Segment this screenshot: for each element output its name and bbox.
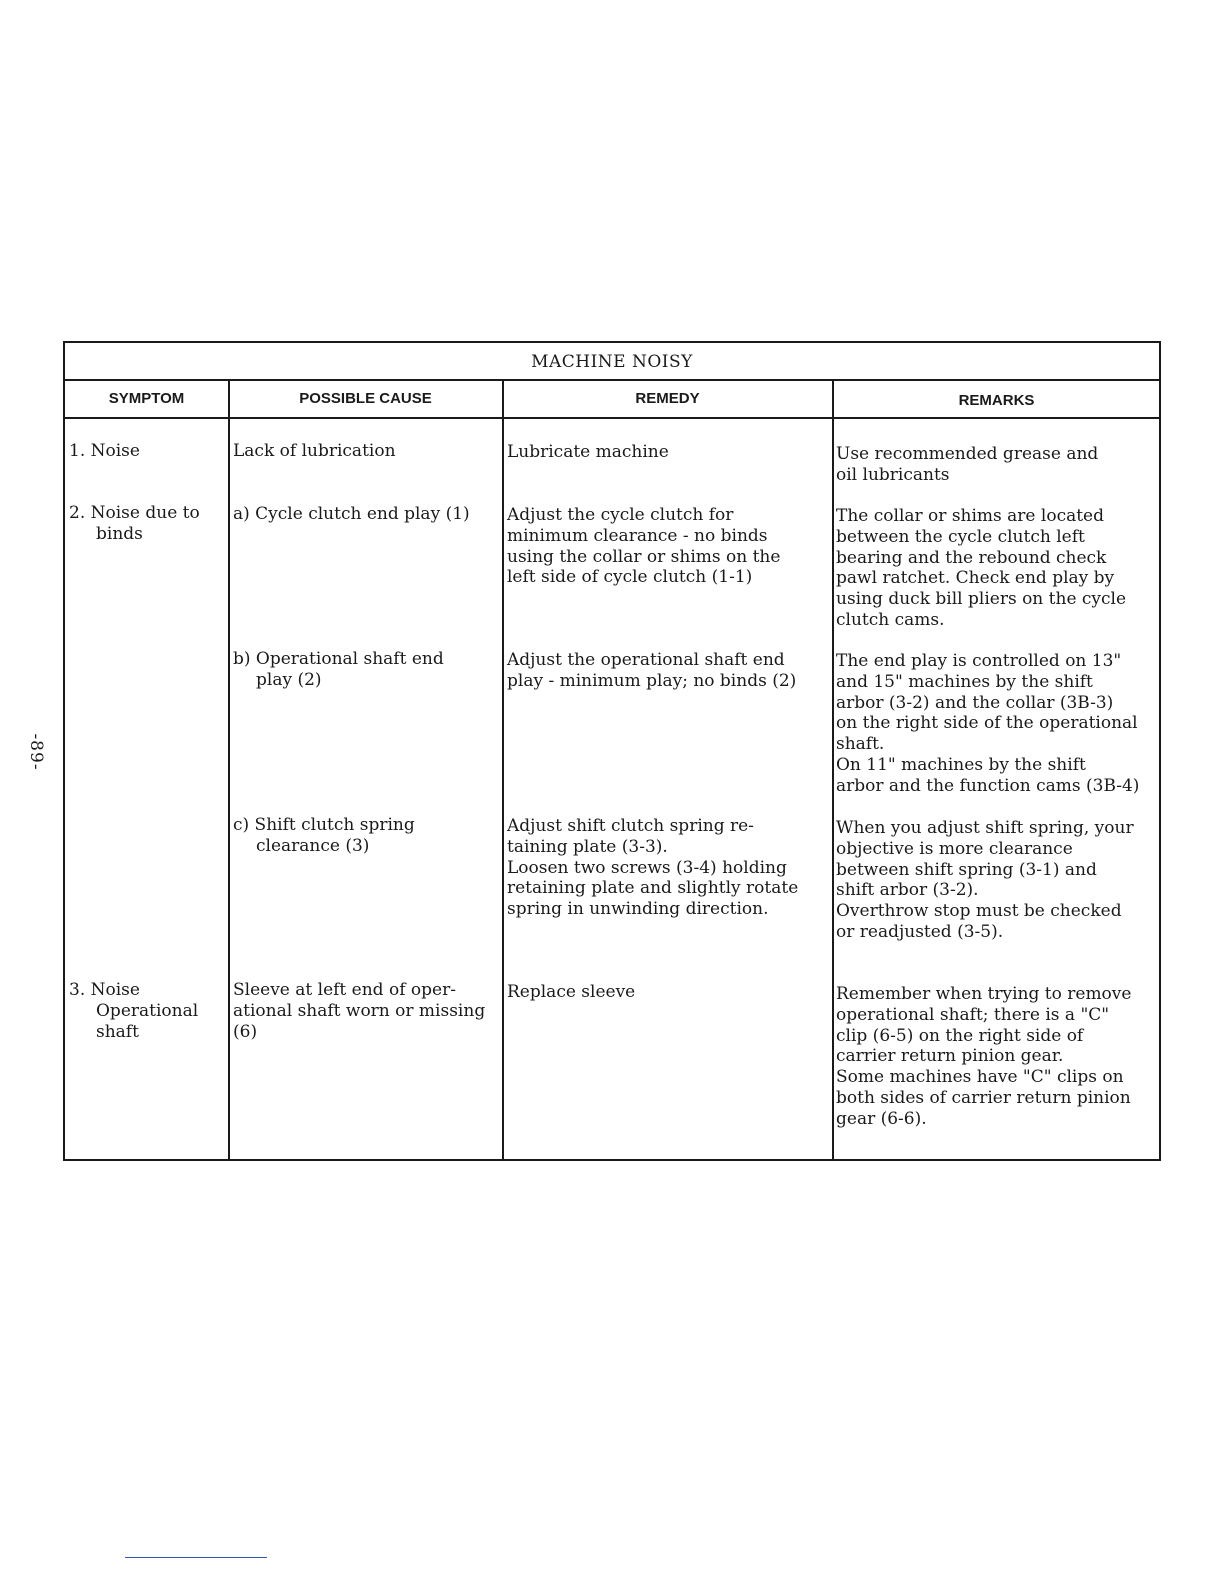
table-row-3-remedy: Adjust the operational shaft end play - minimum play; no binds (2) [507,650,797,691]
header-remedy: REMEDY [635,390,700,407]
table-row-3-cause: b) Operational shaft end play (2) [233,649,444,690]
table-row-3-remarks: The end play is controlled on 13" and 15" machines by the shift arbor (3-2) and the collar (3B-3) on the right side of the operational shaft. On 11" machines by the shift arbor and the function cams (3B-4) [836,651,1140,796]
header-remarks: REMARKS [958,392,1035,409]
table-row-5-cause: Sleeve at left end of oper- ational shaft worn or missing (6) [233,980,486,1042]
table-row-1-symptom: 1. Noise [69,441,140,461]
table-row-5-remarks: Remember when trying to remove operational shaft; there is a "C" clip (6-5) on the right side of carrier return pinion gear. Some machines have "C" clips on both sides of carrier return pinion gear (6-6). [836,984,1132,1129]
table-row-1-remedy: Lubricate machine [507,442,669,462]
table-row-1-remarks: Use recommended grease and oil lubricants [836,444,1099,485]
table-row-2-symptom: 2. Noise due to binds [69,503,200,544]
table-row-5-remedy: Replace sleeve [507,982,636,1002]
bottom-rule [125,1557,267,1558]
table-row-2-remarks: The collar or shims are located between the cycle clutch left bearing and the rebound check pawl ratchet. Check end play by using duck bill pliers on the cycle clutch cams. [836,506,1127,630]
table-row-4-cause: c) Shift clutch spring clearance (3) [233,815,415,856]
page-number: -89- [26,733,46,771]
header-symptom: SYMPTOM [108,390,185,407]
column-divider [832,381,834,1159]
table-row-2-remedy: Adjust the cycle clutch for minimum clearance - no binds using the collar or shims on the left side of cycle clutch (1-1) [507,505,781,588]
header-possible-cause: POSSIBLE CAUSE [299,390,432,407]
troubleshooting-table [63,341,1161,1161]
table-row-2-cause: a) Cycle clutch end play (1) [233,504,470,524]
table-row-1-cause: Lack of lubrication [233,441,396,461]
table-title: MACHINE NOISY [65,343,1159,381]
table-row-4-remedy: Adjust shift clutch spring re- taining plate (3-3). Loosen two screws (3-4) holding retaining plate and slightly rotate spring in unwinding direction. [507,816,799,920]
table-row-4-remarks: When you adjust shift spring, your objective is more clearance between shift spring (3-1) and shift arbor (3-2). Overthrow stop must be checked or readjusted (3-5). [836,818,1134,942]
table-row-5-symptom: 3. Noise Operational shaft [69,980,199,1042]
